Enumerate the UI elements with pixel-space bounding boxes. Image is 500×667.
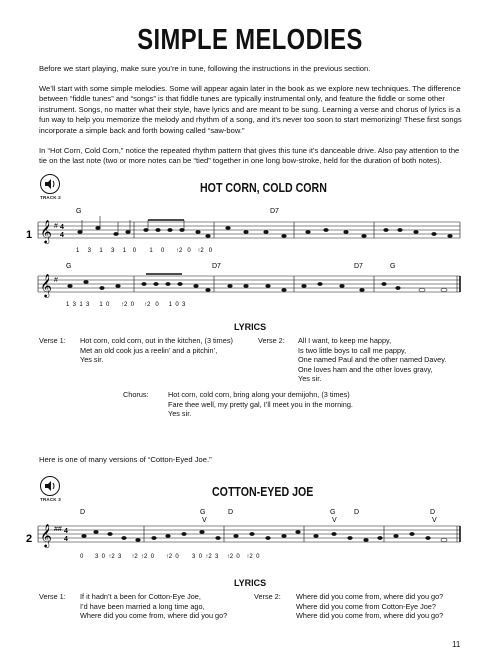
svg-text:V: V [202, 517, 207, 524]
intro-paragraph-3: In “Hot Corn, Cold Corn,” notice the repeated rhythm pattern that gives this tune it’s danceable drive. Also pay attention to the tie on the last note (two or more notes can be “tied” together in one long bow-stroke, held for the duration of both notes). [39, 146, 460, 166]
staff-song1-row2 [24, 258, 466, 314]
svg-text:#: # [54, 277, 58, 284]
intro-paragraph-2: We’ll start with some simple melodies. Some will appear again later in the book as we explore new techniques. The difference between “fiddle tunes” and “songs” is that fiddle tunes are typically instrumental only, and feature the fiddle or some other instrument. Songs, no matter what their style, have lyrics and are meant to be sung. Learning a verse and chorus of lyrics is a fun way to help you memorize the melody and rhythm of a song, and it’s never too soon to start memorizing! These first songs incorporate a simple back and forth bowing called “saw-bow.” [39, 84, 462, 135]
svg-text:V: V [432, 517, 437, 524]
chord-g: G [76, 208, 82, 215]
lyrics-heading: LYRICS [234, 322, 267, 332]
svg-text:V: V [332, 517, 337, 524]
svg-text:𝄞: 𝄞 [40, 525, 52, 547]
page-title: SIMPLE MELODIES [137, 24, 363, 56]
chorus-label: Chorus: [123, 390, 149, 399]
verse-1-lyrics: Hot corn, cold corn, out in the kitchen, (3 times) Met an old cook jus a reelin’ and a pitchin’, Yes sir. [80, 336, 233, 365]
chord-d7: D7 [212, 263, 221, 270]
intro-paragraph-1: Before we start playing, make sure you’re in tune, following the instructions in the previous section. [39, 64, 371, 73]
song-title: HOT CORN, COLD CORN [200, 181, 327, 195]
page-number: 11 [452, 640, 461, 649]
verse-2-lyrics: All I want, to keep me happy, Is two little boys to call me pappy, One named Paul and the other named Davey. One loves ham and the other loves gravy, Yes sir. [298, 336, 447, 384]
song-number: 1 [26, 229, 33, 241]
lyrics-heading: LYRICS [234, 578, 267, 588]
chord-d7: D7 [354, 263, 363, 270]
fingering-song2: 0 3 0 ↑2 3 ↑2 ↑2 0 ↑2 0 3 0 ↑2 3 ↑2 0 ↑2 0 [80, 554, 260, 560]
staff-song2 [24, 502, 466, 564]
song-number: 2 [26, 533, 33, 545]
between-text: Here is one of many versions of “Cotton-Eyed Joe.” [39, 455, 212, 464]
verse-1-lyrics: If it hadn’t a been for Cotton-Eye Joe, I’d have been married a long time ago, Where did you come from, where did you go? [80, 592, 228, 621]
chord-g: G [66, 263, 72, 270]
svg-text:4: 4 [64, 536, 68, 543]
verse-2-lyrics: Where did you come from, where did you go? Where did you come from Cotton-Eye Joe? Where did you come from, where did you go? [296, 592, 444, 621]
fingering-row1: 1 3 1 3 1 0 1 0 ↑2 0 ↑2 0 [76, 248, 213, 254]
speaker-icon [40, 174, 60, 194]
track-2-badge[interactable] [40, 174, 62, 200]
chord-d: D [228, 509, 234, 516]
svg-text:𝄞: 𝄞 [40, 275, 52, 297]
chord-d: D [430, 509, 436, 516]
chorus-lyrics: Hot corn, cold corn, bring along your demijohn, (3 times) Fare thee well, my pretty gal, I’ll meet you in the morning. Yes sir. [168, 390, 353, 419]
verse-label: Verse 2: [254, 592, 281, 601]
treble-clef-icon: 𝄞 [40, 221, 52, 243]
chord-d7: D7 [270, 208, 279, 215]
fingering-row2: 1 3 1 3 1 0 ↑2 0 ↑2 0 1 0 3 [66, 302, 186, 308]
track-3-badge[interactable] [40, 476, 62, 502]
track-label: TRACK 3 [40, 497, 61, 502]
song-title: COTTON-EYED JOE [212, 485, 314, 499]
chord-g: G [390, 263, 396, 270]
track-label: TRACK 2 [40, 195, 61, 200]
chord-d: D [354, 509, 360, 516]
chord-g: G [200, 509, 206, 516]
svg-text:##: ## [54, 526, 62, 533]
verse-label: Verse 1: [39, 592, 66, 601]
verse-label: Verse 2: [258, 336, 285, 345]
svg-text:4: 4 [60, 224, 64, 231]
speaker-icon [40, 476, 60, 496]
verse-label: Verse 1: [39, 336, 66, 345]
svg-text:4: 4 [64, 528, 68, 535]
staff-song1-row1 [24, 200, 466, 260]
chord-g: G [330, 509, 336, 516]
svg-text:#: # [54, 223, 58, 230]
svg-text:4: 4 [60, 232, 64, 239]
chord-d: D [80, 509, 86, 516]
